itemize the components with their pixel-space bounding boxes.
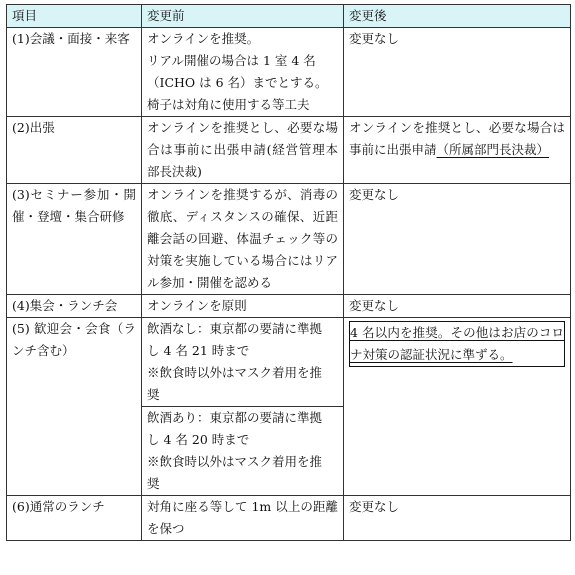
before-cell: オンラインを推奨とし、必要な場合は事前に出張申請(経営管理本部長決裁) (142, 117, 344, 184)
after-cell: 変更なし (344, 496, 571, 541)
header-before: 変更前 (142, 5, 344, 28)
after-text: オンラインを推奨とし、必要な場合は事前に出張申請 (349, 120, 565, 157)
table-row (7, 318, 571, 407)
table-row (7, 496, 571, 541)
before-line: ※飲食時以外はマスク着用を推 (147, 454, 323, 469)
policy-change-table (6, 4, 571, 541)
before-cell (142, 318, 344, 407)
before-line: （ICHO は 6 名）までとする。 (147, 75, 328, 90)
after-cell: 変更なし (344, 184, 571, 295)
table-row (7, 28, 571, 117)
item-cell: (3)セミナー参加・開催・登壇・集合研修 (7, 184, 142, 295)
before-line: し 4 名 21 時まで (147, 343, 250, 358)
item-cell: (4)集会・ランチ会 (7, 295, 142, 318)
before-cell: 対角に座る等して 1m 以上の距離を保つ (142, 496, 344, 541)
table-row (7, 184, 571, 295)
before-line: 奨 (147, 476, 160, 491)
before-line: オンラインを推奨。 (147, 31, 260, 46)
header-row (7, 5, 571, 28)
after-cell (344, 117, 571, 184)
before-line: リアル開催の場合は 1 室 4 名 (147, 53, 316, 68)
table-row (7, 295, 571, 318)
after-cell: 変更なし (344, 295, 571, 318)
before-line: し 4 名 20 時まで (147, 432, 250, 447)
before-cell: オンラインを推奨するが、消毒の徹底、ディスタンスの確保、近距離会話の回避、体温チェック等の対策を実施している場合にはリアル参加・開催を認める (142, 184, 344, 295)
before-line: 奨 (147, 387, 160, 402)
item-cell: (1)会議・面接・来客 (7, 28, 142, 117)
before-line: 飲酒なし：東京都の要請に準拠 (147, 321, 323, 336)
item-cell: (2)出張 (7, 117, 142, 184)
before-line: ※飲食時以外はマスク着用を推 (147, 365, 323, 380)
before-cell (142, 407, 344, 496)
before-line: 椅子は対角に使用する等工夫 (147, 97, 310, 112)
after-cell: 変更なし (344, 28, 571, 117)
item-cell: (6)通常のランチ (7, 496, 142, 541)
header-after: 変更後 (344, 5, 571, 28)
table-row (7, 117, 571, 184)
header-item: 項目 (7, 5, 142, 28)
item-cell: (5) 歓迎会・会食（ランチ含む） (7, 318, 142, 496)
before-line: 飲酒あり：東京都の要請に準拠 (147, 410, 323, 425)
after-boxed-text: 4 名以内を推奨。その他はお店のコロナ対策の認証状況に準ずる。 (349, 321, 565, 367)
before-cell: オンラインを原則 (142, 295, 344, 318)
after-cell (344, 318, 571, 496)
after-underlined-text: （所属部門長決裁） (436, 142, 550, 157)
before-cell (142, 28, 344, 117)
